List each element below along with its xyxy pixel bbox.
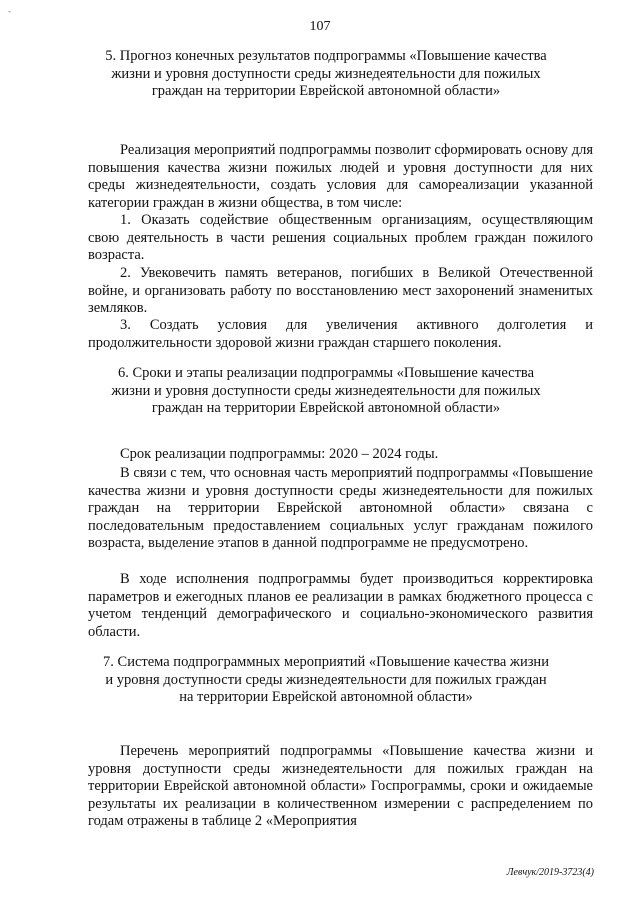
section-6-heading: 6. Сроки и этапы реализации подпрограммы «Повышение качества жизни и уровня доступности среды жизнедеятельности для пожилых граждан на территории Еврейской автономной области» — [111, 365, 541, 416]
section-5-paragraph-1: Реализация мероприятий подпрограммы позволит сформировать основу для повышения качества жизни пожилых людей и уровня доступности для них среды жизнедеятельности, создать условия для самореализации указанной категории граждан в жизни общества, в том числе: — [88, 142, 593, 211]
section-5-paragraph-4: 3. Создать условия для увеличения активного долголетия и продолжительности здоровой жизни граждан старшего поколения. — [88, 317, 593, 351]
section-6-paragraph-2: В связи с тем, что основная часть мероприятий подпрограммы «Повышение качества жизни и уровня доступности среды жизнедеятельности для пожилых граждан на территории Еврейской автономной области» связана с последовательным предоставлением социальных услуг гражданам пожилого возраста, выделение этапов в данной подпрограмме не предусмотрено. — [88, 465, 593, 551]
section-7-paragraph-1: Перечень мероприятий подпрограммы «Повышение качества жизни и уровня доступности среды жизнедеятельности для пожилых граждан на территории Еврейской автономной области» Госпрограммы, сроки и ожидаемые результаты их реализации в количественном измерении с распределением по годам отражены в таблице 2 «Мероприятия — [88, 743, 593, 829]
page-number: 107 — [309, 19, 331, 34]
section-5-paragraph-3: 2. Увековечить память ветеранов, погибших в Великой Отечественной войне, и организовать работу по восстановлению мест захоронений знаменитых земляков. — [88, 265, 593, 316]
section-5-paragraph-2: 1. Оказать содействие общественным организациям, осуществляющим свою деятельность в части решения социальных проблем граждан пожилого возраста. — [88, 212, 593, 263]
document-footer-code: Левчук/2019-3723(4) — [506, 867, 594, 878]
section-5-heading: 5. Прогноз конечных результатов подпрограммы «Повышение качества жизни и уровня доступности среды жизнедеятельности для пожилых граждан на территории Еврейской автономной области» — [105, 48, 547, 99]
section-7-heading: 7. Система подпрограммных мероприятий «Повышение качества жизни и уровня доступности среды жизнедеятельности для пожилых граждан на территории Еврейской автономной области» — [103, 654, 549, 705]
section-6-paragraph-1: Срок реализации подпрограммы: 2020 – 2024 годы. — [120, 446, 439, 462]
corner-mark: - — [8, 6, 11, 16]
section-6-paragraph-3: В ходе исполнения подпрограммы будет производиться корректировка параметров и ежегодных планов ее реализации в рамках бюджетного процесса с учетом тенденций демографического и социально-экономического развития области. — [88, 571, 593, 640]
